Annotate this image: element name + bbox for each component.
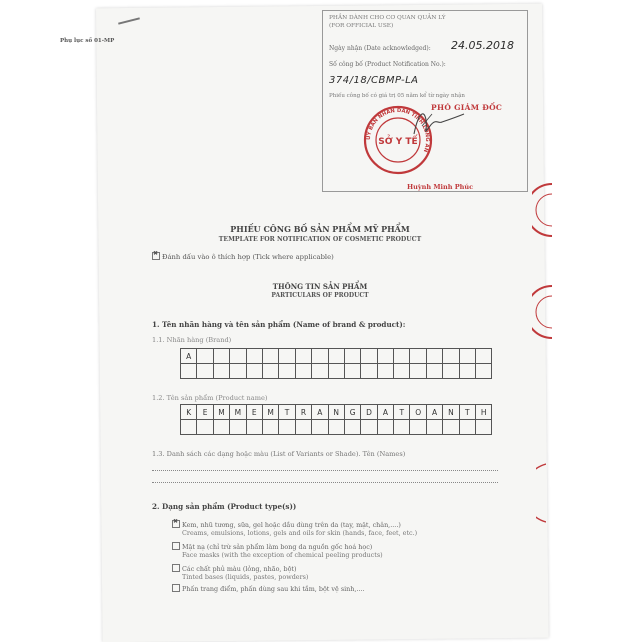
- grid-cell: [296, 364, 312, 379]
- grid-cell: [394, 364, 410, 379]
- grid-cell: [361, 364, 377, 379]
- grid-cell: [329, 420, 345, 435]
- grid-cell: M: [230, 405, 246, 420]
- grid-cell: G: [345, 405, 361, 420]
- grid-cell: [345, 349, 361, 364]
- grid-cell: [312, 364, 328, 379]
- grid-cell: M: [214, 405, 230, 420]
- grid-cell: K: [181, 405, 197, 420]
- grid-cell: [476, 364, 492, 379]
- product-name-grid: [180, 404, 492, 420]
- question-1-2: 1.2. Tên sản phẩm (Product name): [152, 394, 268, 402]
- grid-cell: A: [181, 349, 197, 364]
- grid-cell: [230, 349, 246, 364]
- grid-cell: E: [247, 405, 263, 420]
- product-type-item: [172, 542, 383, 559]
- checkbox-icon: [172, 564, 180, 572]
- grid-cell: [361, 349, 377, 364]
- grid-cell: [263, 420, 279, 435]
- grid-cell: T: [394, 405, 410, 420]
- official-title-vi: PHẦN DÀNH CHO CƠ QUAN QUẢN LÝ: [329, 15, 446, 21]
- grid-cell: [279, 364, 295, 379]
- grid-cell: H: [476, 405, 492, 420]
- grid-cell: [181, 420, 197, 435]
- official-title-en: (FOR OFFICIAL USE): [329, 22, 394, 29]
- answer-line: [152, 470, 498, 471]
- grid-cell: [263, 349, 279, 364]
- grid-cell: [410, 420, 426, 435]
- grid-cell: [181, 364, 197, 379]
- checked-box-icon: [172, 520, 180, 528]
- product-type-vi: Phấn trang điểm, phấn dùng sau khi tắm, bột vệ sinh,....: [182, 585, 365, 593]
- grid-cell: [378, 349, 394, 364]
- appendix-label: Phụ lục số 01-MP: [60, 38, 115, 44]
- grid-cell: [279, 349, 295, 364]
- brand-grid-row2: [180, 363, 492, 379]
- grid-cell: A: [378, 405, 394, 420]
- ack-label: Ngày nhận (Date acknowledged):: [329, 45, 431, 52]
- grid-cell: [345, 420, 361, 435]
- grid-cell: T: [279, 405, 295, 420]
- grid-cell: [296, 349, 312, 364]
- grid-cell: [214, 364, 230, 379]
- grid-cell: [296, 420, 312, 435]
- checkbox-icon: [172, 584, 180, 592]
- grid-cell: [197, 349, 213, 364]
- grid-cell: M: [263, 405, 279, 420]
- grid-cell: [460, 349, 476, 364]
- signature-icon: [408, 104, 468, 144]
- grid-cell: [394, 420, 410, 435]
- product-type-item: [172, 584, 365, 593]
- particulars-title: THÔNG TIN SẢN PHẨM: [272, 282, 368, 291]
- validity-note: Phiếu công bố có giá trị 05 năm kể từ ngày nhận: [329, 93, 465, 99]
- grid-cell: [361, 420, 377, 435]
- tick-note: [152, 252, 334, 261]
- edge-seal-icon: [536, 458, 546, 528]
- grid-cell: [312, 349, 328, 364]
- grid-cell: [410, 349, 426, 364]
- grid-cell: [378, 420, 394, 435]
- grid-cell: A: [427, 405, 443, 420]
- grid-cell: O: [410, 405, 426, 420]
- checkbox-icon: [172, 542, 180, 550]
- grid-cell: R: [296, 405, 312, 420]
- grid-cell: [329, 364, 345, 379]
- grid-cell: [427, 420, 443, 435]
- grid-cell: [443, 364, 459, 379]
- product-type-item: [172, 564, 308, 581]
- form-title: PHIẾU CÔNG BỐ SẢN PHẨM MỸ PHẨM: [230, 224, 410, 234]
- signer-name: Huỳnh Minh Phúc: [407, 183, 474, 191]
- grid-cell: [263, 364, 279, 379]
- grid-cell: [279, 420, 295, 435]
- official-title: [329, 15, 446, 31]
- brand-grid: [180, 348, 492, 364]
- question-2: 2. Dạng sản phẩm (Product type(s)): [152, 502, 297, 511]
- grid-cell: [476, 349, 492, 364]
- checked-box-icon: [152, 252, 160, 260]
- grid-cell: [197, 364, 213, 379]
- notification-label: Số công bố (Product Notification No.):: [329, 61, 446, 68]
- grid-cell: T: [460, 405, 476, 420]
- grid-cell: [345, 364, 361, 379]
- product-type-vi: Mặt nạ (chỉ trừ sản phẩm làm bong da nguồn gốc hoá học): [182, 543, 373, 551]
- grid-cell: [230, 420, 246, 435]
- grid-cell: [410, 364, 426, 379]
- grid-cell: N: [329, 405, 345, 420]
- grid-cell: [214, 349, 230, 364]
- seal-ring-text: ỦY BAN NHÂN DÂN TỈNH LONG AN: [365, 107, 431, 153]
- question-1-3: 1.3. Danh sách các dạng hoặc màu (List of Variants or Shade). Tên (Names): [152, 450, 406, 458]
- grid-cell: [312, 420, 328, 435]
- question-1-1: 1.1. Nhãn hàng (Brand): [152, 336, 232, 344]
- particulars-subtitle: PARTICULARS OF PRODUCT: [271, 292, 369, 299]
- form-subtitle: TEMPLATE FOR NOTIFICATION OF COSMETIC PRODUCT: [218, 236, 422, 243]
- product-type-en: Tinted bases (liquids, pastes, powders): [182, 573, 309, 581]
- grid-cell: A: [312, 405, 328, 420]
- grid-cell: [247, 364, 263, 379]
- edge-seal-icon: [532, 282, 552, 342]
- grid-cell: [443, 420, 459, 435]
- product-type-vi: Các chất phủ màu (lỏng, nhão, bột): [182, 565, 297, 573]
- grid-cell: [329, 349, 345, 364]
- grid-cell: [427, 349, 443, 364]
- grid-cell: [197, 420, 213, 435]
- grid-cell: [230, 364, 246, 379]
- product-name-grid-row2: [180, 419, 492, 435]
- grid-cell: [214, 420, 230, 435]
- product-type-en: Face masks (with the exception of chemical peeling products): [182, 551, 383, 559]
- notification-number: 374/18/CBMP-LA: [329, 75, 419, 86]
- grid-cell: [247, 349, 263, 364]
- answer-line: [152, 482, 498, 483]
- grid-cell: [476, 420, 492, 435]
- product-type-en: Creams, emulsions, lotions, gels and oils for skin (hands, face, feet, etc.): [182, 529, 418, 537]
- grid-cell: N: [443, 405, 459, 420]
- grid-cell: D: [361, 405, 377, 420]
- tick-note-text: Đánh dấu vào ô thích hợp (Tick where applicable): [162, 253, 334, 261]
- grid-cell: [443, 349, 459, 364]
- grid-cell: [460, 364, 476, 379]
- product-type-vi: Kem, nhũ tương, sữa, gel hoặc dầu dùng trên da (tay, mặt, chân,....): [182, 521, 401, 529]
- grid-cell: [394, 349, 410, 364]
- grid-cell: [247, 420, 263, 435]
- seal-center-text: SỞ Y TẾ: [378, 137, 418, 147]
- product-type-item: [172, 520, 417, 537]
- grid-cell: [427, 364, 443, 379]
- grid-cell: E: [197, 405, 213, 420]
- grid-cell: [378, 364, 394, 379]
- deputy-director-title: PHÓ GIÁM ĐỐC: [431, 103, 503, 112]
- grid-cell: [460, 420, 476, 435]
- question-1: 1. Tên nhãn hàng và tên sản phẩm (Name of brand & product):: [152, 320, 406, 329]
- ack-date: 24.05.2018: [451, 39, 514, 52]
